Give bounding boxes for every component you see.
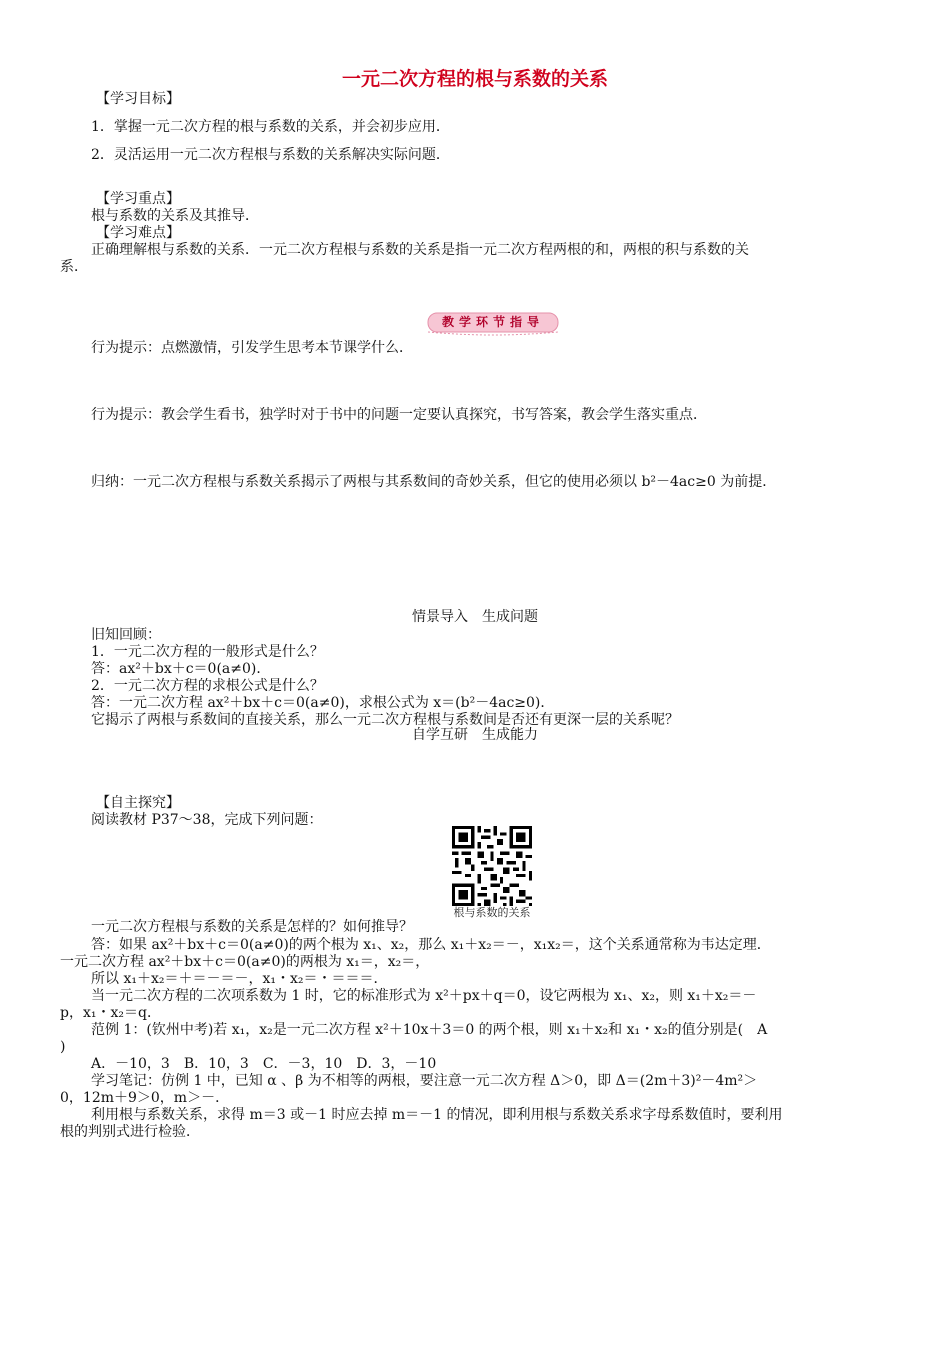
goal-item-2: 2．灵活运用一元二次方程根与系数的关系解决实际问题． bbox=[91, 147, 450, 163]
goal-item-1: 1．掌握一元二次方程的根与系数的关系，并会初步应用． bbox=[91, 119, 450, 135]
hint-1: 行为提示：点燃激情，引发学生思考本节课学什么． bbox=[91, 340, 413, 356]
review-q2: 2．一元二次方程的求根公式是什么？ bbox=[91, 678, 324, 694]
section-heading-1: 情景导入 生成问题 bbox=[412, 609, 538, 625]
review-a1: 答：ax²＋bx＋c＝0(a≠0)． bbox=[91, 661, 271, 677]
note-line-3: 利用根与系数关系，求得 m＝3 或－1 时应去掉 m＝－1 的情况，即利用根与系数关系求字母系数值时，要利用 bbox=[91, 1107, 783, 1123]
section-badge bbox=[424, 310, 562, 336]
explore-heading: 【自主探究】 bbox=[96, 795, 180, 811]
goals-heading: 【学习目标】 bbox=[96, 91, 180, 107]
page-title: 一元二次方程的根与系数的关系 bbox=[341, 68, 608, 90]
hint-2: 行为提示：教会学生看书，独学时对于书中的问题一定要认真探究，书写答案，教会学生落实重点． bbox=[91, 407, 707, 423]
review-a2: 答：一元二次方程 ax²＋bx＋c＝0(a≠0)，求根公式为 x＝(b²－4ac≥0)． bbox=[91, 695, 555, 711]
explore-answer-1: 答：如果 ax²＋bx＋c＝0(a≠0)的两个根为 x₁、x₂，那么 x₁＋x₂＝－，x₁x₂＝，这个关系通常称为韦达定理． bbox=[91, 937, 771, 953]
badge-text: 教学环节指导 bbox=[441, 315, 544, 329]
explore-answer-5: p，x₁・x₂＝q． bbox=[60, 1005, 161, 1021]
explore-answer-3: 所以 x₁＋x₂＝＋＝－＝－，x₁・x₂＝・＝＝＝． bbox=[91, 971, 388, 987]
summary: 归纳：一元二次方程根与系数关系揭示了两根与其系数间的奇妙关系，但它的使用必须以 b²－4ac≥0 为前提． bbox=[91, 474, 777, 490]
difficulty-heading: 【学习难点】 bbox=[96, 225, 180, 241]
example-1-options: A．－10，3 B．10，3 C．－3，10 D．3，－10 bbox=[91, 1056, 437, 1072]
explore-answer-2: 一元二次方程 ax²＋bx＋c＝0(a≠0)的两根为 x₁＝，x₂＝， bbox=[60, 954, 430, 970]
explore-answer-4: 当一元二次方程的二次项系数为 1 时，它的标准形式为 x²＋px＋q＝0，设它两根为 x₁、x₂，则 x₁＋x₂＝－ bbox=[91, 988, 757, 1004]
review-q1: 1．一元二次方程的一般形式是什么？ bbox=[91, 644, 324, 660]
example-1-line-2: ) bbox=[60, 1039, 66, 1055]
focus-text: 根与系数的关系及其推导． bbox=[91, 208, 259, 224]
note-line-1: 学习笔记：仿例 1 中，已知 α 、β 为不相等的两根，要注意一元二次方程 Δ＞0，即 Δ＝(2m＋3)²－4m²＞ bbox=[91, 1073, 758, 1089]
focus-heading: 【学习重点】 bbox=[96, 191, 180, 207]
note-line-2: 0，12m＋9＞0，m＞－． bbox=[60, 1090, 230, 1106]
example-1-line-1: 范例 1：(钦州中考)若 x₁，x₂是一元二次方程 x²＋10x＋3＝0 的两个根，则 x₁＋x₂和 x₁・x₂的值分别是( A bbox=[91, 1022, 768, 1038]
explore-read: 阅读教材 P37～38，完成下列问题： bbox=[91, 812, 323, 828]
review-heading: 旧知回顾： bbox=[91, 627, 161, 643]
section-heading-2: 自学互研 生成能力 bbox=[412, 727, 538, 743]
qr-caption: 根与系数的关系 bbox=[453, 906, 531, 919]
note-line-4: 根的判别式进行检验． bbox=[60, 1124, 200, 1140]
explore-question: 一元二次方程根与系数的关系是怎样的？如何推导？ bbox=[91, 919, 413, 935]
review-q3: 它揭示了两根与系数间的直接关系，那么一元二次方程根与系数间是否还有更深一层的关系呢？ bbox=[91, 712, 679, 728]
difficulty-line-1: 正确理解根与系数的关系．一元二次方程根与系数的关系是指一元二次方程两根的和，两根的积与系数的关 bbox=[91, 242, 749, 258]
difficulty-line-2: 系． bbox=[60, 259, 88, 275]
qr-code-icon[interactable] bbox=[452, 826, 532, 906]
